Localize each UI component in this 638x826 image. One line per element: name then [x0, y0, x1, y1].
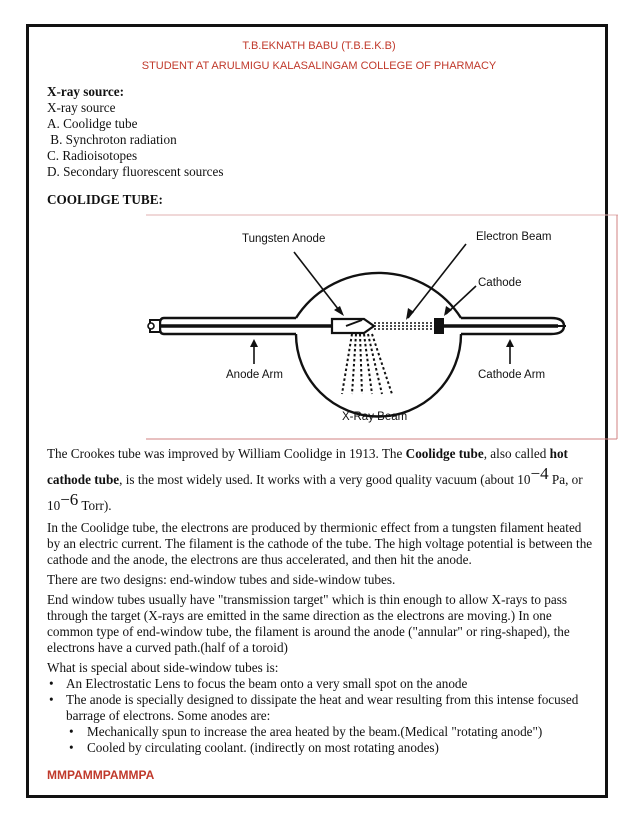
coolidge-heading: COOLIDGE TUBE:	[47, 192, 163, 207]
tungsten-anode-tip	[332, 319, 374, 333]
para1-text-3: , is the most widely used. It works with a very good quality vacuum (about 10	[119, 472, 531, 487]
para1-bold-hot-cathode: hot cathode tube	[47, 446, 568, 487]
list-item: • Cooled by circulating coolant. (indirectly on most rotating anodes)	[47, 740, 595, 756]
document-body	[47, 84, 595, 756]
label-anode-arm: Anode Arm	[226, 369, 283, 381]
xray-source-subheading: X-ray source	[47, 100, 116, 115]
para1-text-2: , also called	[483, 446, 550, 461]
para1-bold-coolidge-tube: Coolidge tube	[405, 446, 484, 461]
paragraph-designs: There are two designs: end-window tubes and side-window tubes.	[47, 572, 396, 587]
para1-text-5: Torr).	[78, 498, 112, 513]
label-cathode-arm: Cathode Arm	[478, 369, 546, 381]
para1-text-4: Pa, or 10	[47, 472, 583, 513]
cathode-block	[434, 318, 444, 334]
xray-source-item-d: D. Secondary fluorescent sources	[47, 164, 224, 179]
list-item: • An Electrostatic Lens to focus the beam onto a very small spot on the anode	[47, 676, 595, 692]
anode-terminal-icon	[148, 323, 154, 329]
xray-source-heading: X-ray source:	[47, 84, 125, 99]
paragraph-crookes	[47, 444, 595, 516]
list-item: • Mechanically spun to increase the area heated by the beam.(Medical "rotating anode")	[47, 724, 595, 740]
label-electron-beam: Electron Beam	[476, 231, 552, 243]
label-xray-beam: X-Ray Beam	[342, 411, 408, 423]
label-tungsten-anode: Tungsten Anode	[242, 233, 326, 245]
para1-text-1: The Crookes tube was improved by William Coolidge in 1913. The	[47, 446, 406, 461]
paragraph-end-window: End window tubes usually have "transmission target" which is thin enough to allow X-rays to pass through the target (X-rays are emitted in the same direction as the electrons are moving.) In one common type of end-window tube, the filament is around the anode ("annular" or ring-shaped), the electrons have a curved path.(half of a toroid)	[47, 592, 570, 655]
callout-lines	[254, 244, 510, 364]
anode-types-list	[47, 724, 595, 756]
header-affiliation: STUDENT AT ARULMIGU KALASALINGAM COLLEGE OF PHARMACY	[141, 60, 497, 72]
coolidge-tube-svg	[146, 214, 618, 440]
xray-source-item-b: B. Synchroton radiation	[47, 132, 177, 147]
para1-exponent-torr: −6	[60, 490, 79, 509]
paragraph-thermionic: In the Coolidge tube, the electrons are produced by thermionic effect from a tungsten filament heated by an electric current. The filament is the cathode of the tube. The high voltage potential is between the cathode and the anode, the electrons are thus accelerated, and then hit the anode.	[47, 520, 593, 567]
para1-exponent-pa: −4	[530, 464, 549, 483]
coolidge-tube-diagram	[146, 214, 618, 440]
header-author: T.B.EKNATH BABU (T.B.E.K.B)	[242, 40, 396, 52]
electron-beam	[374, 323, 434, 329]
footer-text: MMPAMMPAMMPA	[47, 768, 155, 782]
xray-source-item-a: A. Coolidge tube	[47, 116, 138, 131]
side-window-list	[47, 676, 595, 724]
glass-envelope	[160, 273, 564, 417]
paragraph-side-window: What is special about side-window tubes is:	[47, 660, 279, 675]
xray-beam	[342, 334, 392, 394]
label-cathode: Cathode	[478, 277, 522, 289]
list-item: • The anode is specially designed to dissipate the heat and wear resulting from this intense focused barrage of electrons. Some anodes are:	[47, 692, 595, 724]
xray-source-item-c: C. Radioisotopes	[47, 148, 138, 163]
